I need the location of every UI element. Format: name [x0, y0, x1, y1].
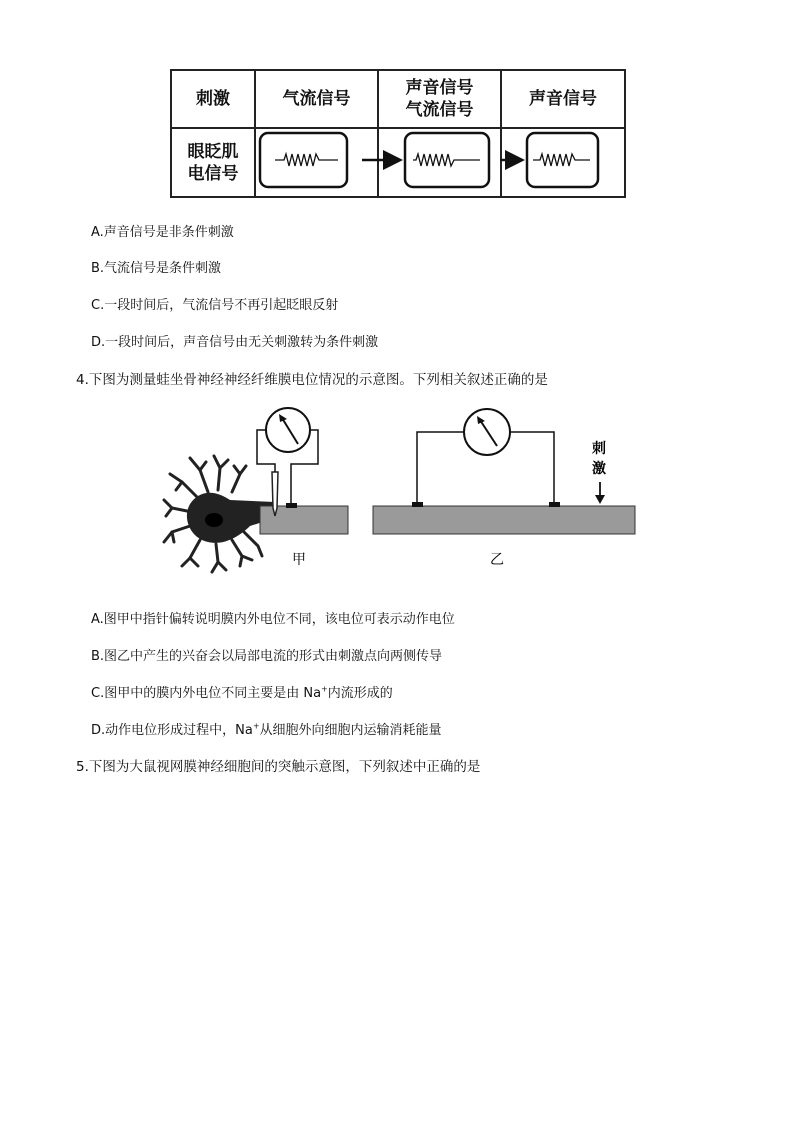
q3-option-d: D.一段时间后，声音信号由无关刺激转为条件刺激 — [91, 335, 379, 350]
q4-option-a: A.图甲中指针偏转说明膜内外电位不同，该电位可表示动作电位 — [91, 612, 455, 627]
na-superscript: + — [252, 721, 260, 731]
q4-option-d-text-tail: 从细胞外向细胞内运输消耗能量 — [259, 723, 442, 738]
q4-nerve-figure — [160, 400, 640, 590]
table-header-stimulus: 刺激 — [171, 70, 255, 128]
table-cell-sound: 声音信号 — [501, 70, 625, 128]
na-superscript: + — [321, 684, 328, 694]
q4-option-d-text: D.动作电位形成过程中，Na — [91, 723, 253, 738]
surface-electrode-right — [549, 502, 560, 507]
surface-electrode-left — [412, 502, 423, 507]
q3-option-c: C.一段时间后，气流信号不再引起眨眼反射 — [91, 298, 339, 313]
q4-option-d — [91, 719, 442, 738]
table-header-emg: 眼眨肌 电信号 — [171, 128, 255, 197]
figure-label-yi: 乙 — [490, 552, 504, 568]
q4-option-c-text: C.图甲中的膜内外电位不同主要是由 Na — [91, 686, 322, 701]
q3-option-b: B.气流信号是条件刺激 — [91, 261, 222, 276]
galvanometer-left-icon — [266, 408, 310, 452]
signal-box-1 — [260, 133, 347, 187]
stimulus-label-1: 刺 — [592, 441, 606, 457]
q4-option-c-text-tail: 内流形成的 — [327, 686, 393, 701]
galvanometer-right-icon — [464, 409, 510, 455]
axon-right — [373, 506, 635, 534]
stimulus-label-2: 激 — [592, 461, 606, 477]
signal-box-2 — [405, 133, 489, 187]
neuron-cell-body — [164, 456, 275, 572]
q4-option-b: B.图乙中产生的兴奋会以局部电流的形式由刺激点向两侧传导 — [91, 649, 443, 664]
q3-option-a: A.声音信号是非条件刺激 — [91, 225, 234, 240]
surface-electrode — [286, 503, 297, 508]
q4-stem: 4.下图为测量蛙坐骨神经神经纤维膜电位情况的示意图。下列相关叙述正确的是 — [76, 372, 548, 388]
figure-label-jia: 甲 — [292, 552, 306, 568]
table-cell-sound-airflow: 声音信号 气流信号 — [378, 70, 501, 128]
q5-stem: 5.下图为大鼠视网膜神经细胞间的突触示意图，下列叙述中正确的是 — [76, 759, 481, 775]
q4-option-c — [91, 682, 393, 701]
signal-box-3 — [527, 133, 598, 187]
table-cell-airflow: 气流信号 — [255, 70, 378, 128]
microelectrode — [272, 472, 278, 516]
